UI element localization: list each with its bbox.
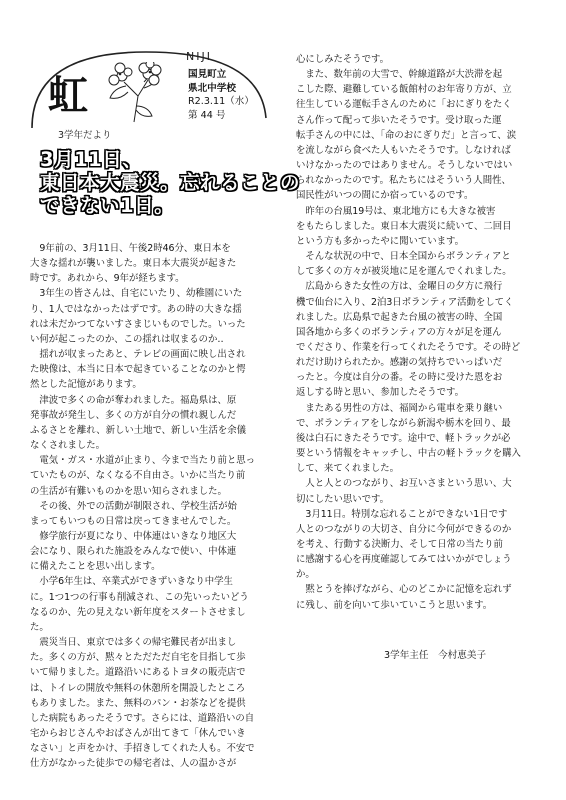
text-line: 修学旅行が夏になり、中体連はいきなり地区大	[30, 530, 237, 542]
text-line: という方も多かったやに聞いています。	[296, 235, 465, 247]
text-line: した病院もあったそうです。さらには、道路沿いの自	[30, 712, 255, 724]
text-line: 時です。あれから、9年が経ちます。	[30, 273, 185, 285]
text-line: 広島からきた女性の方は、金曜日の夕方に飛行	[296, 281, 503, 293]
text-line: た。多くの方が、黙々とただただ自宅を目指して歩	[30, 652, 246, 664]
text-line: に備えたことを思い出します。	[30, 561, 161, 573]
text-line: た映像は、本当に日本で起きていることなのかと愕	[30, 364, 246, 376]
text-line: は、トイレの開放や無料の休憩所を開設したところ	[30, 682, 246, 694]
signature: 3学年主任 今村恵美子	[384, 650, 487, 661]
text-line: 切にしたい思いです。	[296, 493, 389, 505]
text-line: 転手さんの中には、「命のおにぎりだ」と言って、涙	[296, 129, 517, 141]
text-line: 3月11日。特別な忘れることができない1日です	[296, 508, 508, 520]
text-line: なるのか、先の見えない新年度をスタートさせまし	[30, 606, 246, 618]
text-line: 後は白石にきたそうです。途中で、軽トラックが必	[296, 432, 511, 444]
issue-date: R2.3.11（水）	[188, 96, 254, 107]
headline-line: できない1日。	[40, 194, 175, 217]
text-line: なくされました。	[30, 440, 106, 452]
text-line: また、数年前の大雪で、幹線道路が大渋滞を起	[296, 69, 503, 81]
issue-number: 第 44 号	[188, 109, 226, 121]
niji-kanji-title: 虹	[48, 73, 88, 119]
text-line: の生活が有難いものかを思い知らされました。	[30, 485, 227, 497]
text-line: た。	[30, 621, 49, 633]
cherry-blossom-icon	[104, 62, 164, 124]
text-line: をもたらしました。東日本大震災に続いて、二回目	[296, 220, 512, 232]
text-line: いて帰りました。道路沿いにあるトヨタの販売店で	[30, 667, 246, 679]
text-line: を流しながら食べた人もいたそうです。しなければ	[296, 144, 511, 156]
text-line: 人と人とのつながり、お互いさまという思い、大	[296, 478, 512, 490]
text-line: またある男性の方は、福岡から電車を乗り継い	[296, 402, 503, 414]
newsletter-subtitle: 3学年だより	[58, 130, 112, 141]
text-line: して多くの方々が被災地に足を運んでくれました。	[296, 266, 512, 278]
school-name: 県北中学校	[188, 82, 236, 94]
text-line: なさい」と声をかけ、手招きしてくれた人も。不安で	[30, 743, 255, 755]
text-line: り、1人ではなかったはずです。あの時の大きな揺	[30, 303, 242, 315]
text-line: か。	[296, 569, 315, 581]
text-line: 会になり、限られた施設をみんなで使い、中体連	[30, 546, 237, 558]
text-line: 心にしみたそうです。	[296, 54, 389, 65]
headline-line: 3月11日、	[40, 148, 143, 171]
headline-line: 東日本大震災。忘れることの	[40, 171, 301, 194]
text-line: その後、外での活動が制限され、学校生活が始	[30, 500, 237, 512]
text-line: 揺れが収まったあと、テレビの画面に映し出され	[30, 349, 246, 361]
text-line: さん作って配って歩いたそうです。受け取った運	[296, 114, 502, 126]
text-line: 津波で多くの命が奪われました。福島県は、原	[30, 394, 237, 406]
text-line: 黙とうを捧げながら、心のどこかに記憶を忘れず	[296, 584, 512, 596]
text-line: い何が起こったのか、この揺れは収まるのか‥	[30, 333, 224, 345]
text-line: 機で仙台に入り、2泊3日ボランティア活動をしてく	[296, 296, 514, 308]
headline	[40, 148, 301, 217]
text-line: 宅からおじさんやおばさんが出てきて「休んでいき	[30, 728, 246, 739]
text-line: ったと。今度は自分の番。その時に受けた恩をお	[296, 372, 503, 384]
text-line: れました。広島県で起きた台風の被害の時、全国	[296, 311, 503, 323]
text-line: 3年生の皆さんは、自宅にいたり、幼稚園にいた	[30, 288, 243, 300]
left-column	[30, 241, 282, 771]
text-line: で、ボランティアをしながら新潟や栃木を回り、最	[296, 417, 511, 429]
text-line: まってもいつもの日常は戻ってきませんでした。	[30, 515, 237, 527]
text-line: 国各地から多くのボランティアの方々が足を運ん	[296, 326, 502, 338]
text-line: を考え、行動する決断力、そして日常の当たり前	[296, 539, 503, 550]
text-line: 発事故が発生し、多くの方が自分の慣れ親しんだ	[30, 409, 237, 421]
town-name: 国見町立	[188, 69, 227, 80]
text-line: に。1つ1つの行事も削減され、この先いったいどう	[30, 591, 249, 603]
text-line: 往生している運転手さんのために「おにぎりをたく	[296, 99, 512, 111]
text-line: いけなかったのではありません。そうしないではい	[296, 160, 513, 172]
text-line: られなかったのです。私たちにはそういう人間性、	[296, 175, 511, 187]
text-line: ふるさとを離れ、新しい土地で、新しい生活を余儀	[30, 424, 247, 436]
text-line: 返しする時と思い、参加したそうです。	[296, 387, 465, 399]
text-line: 国民性がいつの間にか宿っているのです。	[296, 190, 474, 202]
text-line: れだけ助けられたか。感謝の気持ちでいっぱいだ	[296, 357, 503, 369]
text-line: 然とした記憶があります。	[30, 379, 142, 391]
text-line: に残し、前を向いて歩いていこうと思います。	[296, 599, 493, 611]
right-column	[296, 52, 550, 613]
text-line: に感謝する心を再度確認してみてはいかがでしょう	[296, 554, 512, 566]
text-line: もありました。また、無料のパン・お茶などを提供	[30, 697, 246, 709]
text-line: こした際、避難している飯館村のお年寄り方が、立	[296, 84, 512, 96]
text-line: そんな状況の中で、日本全国からボランティアと	[296, 251, 511, 263]
text-line: 小学6年生は、卒業式ができずいきなり中学生	[30, 576, 233, 588]
text-line: でくださり、作業を行ってくれたそうです。その時ど	[296, 341, 521, 353]
niji-latin-title: NIJI	[186, 50, 212, 63]
text-line: して、来てくれました。	[296, 463, 399, 475]
text-line: 仕方がなかった徒歩での帰宅者は、人の温かさが	[30, 758, 237, 770]
text-line: ていたものが、なくなる不自由さ。いかに当たり前	[30, 470, 246, 482]
text-line: 9年前の、3月11日、午後2時46分、東日本を	[30, 243, 231, 254]
text-line: 要という情報をキャッチし、中古の軽トラックを購入	[296, 448, 521, 460]
text-line: 昨年の台風19号は、東北地方にも大きな被害	[296, 205, 496, 217]
text-line: れは未だかつてないすさまじいものでした。いった	[30, 318, 246, 330]
issue-info	[188, 68, 268, 122]
text-line: 震災当日、東京では多くの帰宅難民者が出まし	[30, 637, 237, 649]
text-line: 大きな揺れが襲いました。東日本大震災が起きた	[30, 258, 237, 270]
text-line: 電気・ガス・水道が止まり、今まで当たり前と思っ	[30, 455, 256, 467]
text-line: 人とのつながりの大切さ、自分に今何ができるのか	[296, 523, 512, 535]
